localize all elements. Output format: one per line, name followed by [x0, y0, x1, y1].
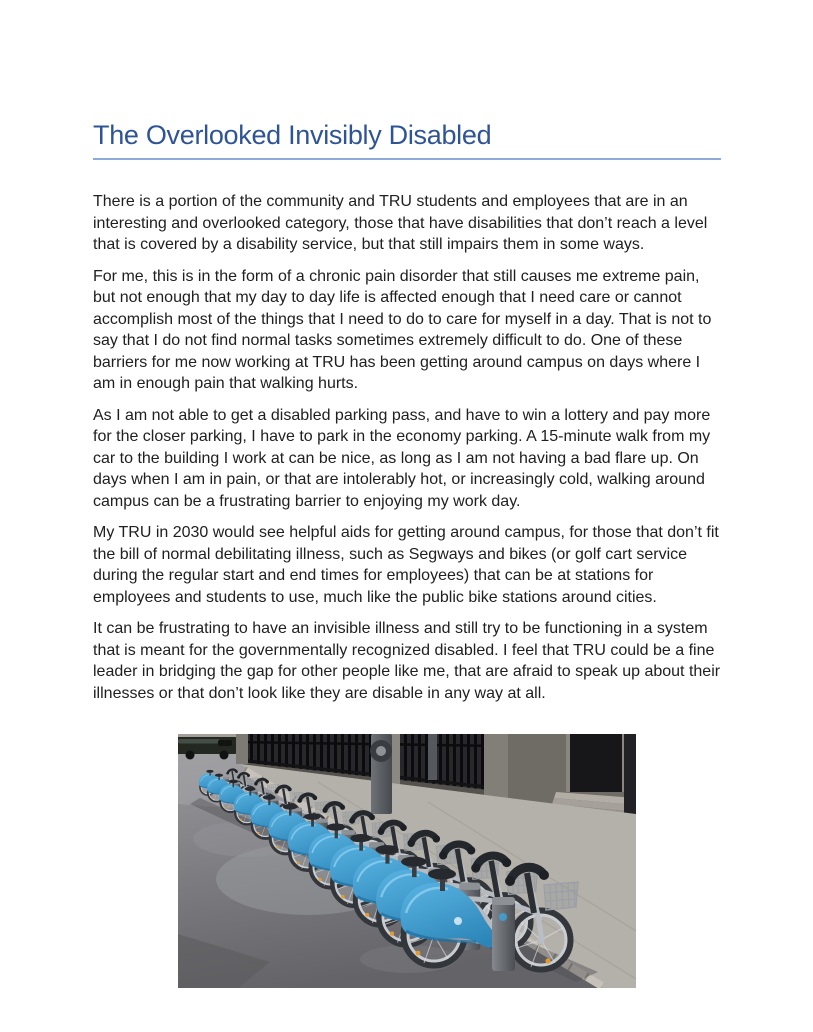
paragraph-2: For me, this is in the form of a chronic pain disorder that still causes me extreme pain, but not enough that my day to day life is affected enough that I need care or cannot accomplish most of the things that I need to do to care for myself in a day. That is not to say that I do not find normal tasks sometimes extremely difficult to do. One of these barriers for me now working at TRU has been getting around campus on days where I am in enough pain that walking hurts. [93, 267, 712, 392]
bike-station-photo [178, 734, 636, 988]
page-title: The Overlooked Invisibly Disabled [93, 120, 721, 160]
paragraph-4: My TRU in 2030 would see helpful aids for getting around campus, for those that don’t fit the bill of normal debilitating illness, such as Segways and bikes (or golf cart service during the regular start and end times for employees) that can be at stations for employees and students to use, much like the public bike stations around cities. [93, 524, 719, 606]
body-text [93, 191, 721, 704]
paragraph-3: As I am not able to get a disabled parking pass, and have to win a lottery and pay more for the closer parking, I have to park in the economy parking. A 15-minute walk from my car to the building I work at can be nice, as long as I am not having a bad flare up. On days when I am in pain, or that are intolerably hot, or increasingly cold, walking around campus can be a frustrating barrier to enjoying my work day. [93, 406, 711, 510]
paragraph-5: It can be frustrating to have an invisible illness and still try to be functioning in a system that is meant for the governmentally recognized disabled. I feel that TRU could be a fine leader in bridging the gap for other people like me, that are afraid to speak up about their illnesses or that don’t look like they are disable in any way at all. [93, 620, 721, 702]
document-content [93, 120, 721, 988]
bike-station-photo-graphic [178, 734, 636, 988]
paragraph-1: There is a portion of the community and TRU students and employees that are in an interesting and overlooked category, those that have disabilities that don’t reach a level that is covered by a disability service, but that still impairs them in some ways. [93, 193, 708, 253]
